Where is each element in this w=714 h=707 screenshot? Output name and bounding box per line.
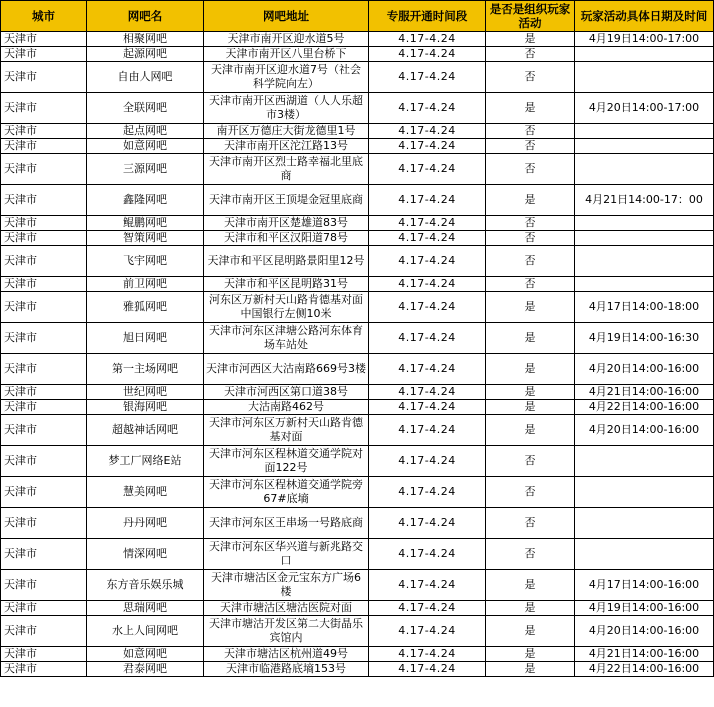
cell-name: 前卫网吧: [87, 277, 204, 292]
cell-period: 4.17-4.24: [369, 477, 486, 508]
cell-city: 天津市: [1, 616, 87, 647]
cell-organized: 否: [486, 216, 575, 231]
cell-city: 天津市: [1, 93, 87, 124]
cell-name: 如意网吧: [87, 647, 204, 662]
cell-city: 天津市: [1, 601, 87, 616]
table-row: [1, 508, 714, 539]
cell-period: 4.17-4.24: [369, 570, 486, 601]
cell-address: 天津市南开区迎水道7号（社会科学院向左）: [204, 62, 369, 93]
table-row: [1, 185, 714, 216]
table-row: [1, 323, 714, 354]
cell-city: 天津市: [1, 32, 87, 47]
cell-address: 天津市河东区程林道交通学院旁67#底墒: [204, 477, 369, 508]
cell-event: [575, 231, 714, 246]
cell-name: 丹丹网吧: [87, 508, 204, 539]
cell-event: 4月22日14:00-16:00: [575, 662, 714, 677]
cell-event: [575, 154, 714, 185]
cell-period: 4.17-4.24: [369, 446, 486, 477]
cell-period: 4.17-4.24: [369, 616, 486, 647]
cell-address: 天津市南开区迎水道5号: [204, 32, 369, 47]
cell-event: [575, 47, 714, 62]
cell-organized: 否: [486, 154, 575, 185]
cell-period: 4.17-4.24: [369, 216, 486, 231]
cell-event: 4月21日14:00-17：00: [575, 185, 714, 216]
cell-address: 天津市河东区华兴道与新兆路交口: [204, 539, 369, 570]
cell-name: 飞宇网吧: [87, 246, 204, 277]
cell-city: 天津市: [1, 62, 87, 93]
cell-period: 4.17-4.24: [369, 93, 486, 124]
cell-city: 天津市: [1, 323, 87, 354]
table-row: [1, 539, 714, 570]
cell-city: 天津市: [1, 216, 87, 231]
cell-city: 天津市: [1, 446, 87, 477]
cell-event: 4月22日14:00-16:00: [575, 400, 714, 415]
cell-address: 天津市南开区八里台桥下: [204, 47, 369, 62]
table-row: [1, 616, 714, 647]
cell-event: 4月20日14:00-17:00: [575, 93, 714, 124]
cell-city: 天津市: [1, 277, 87, 292]
header-name: 网吧名: [87, 1, 204, 32]
cell-city: 天津市: [1, 154, 87, 185]
cell-event: [575, 477, 714, 508]
cell-event: [575, 508, 714, 539]
cell-event: 4月17日14:00-18:00: [575, 292, 714, 323]
cell-event: 4月20日14:00-16:00: [575, 415, 714, 446]
cell-city: 天津市: [1, 385, 87, 400]
cell-city: 天津市: [1, 47, 87, 62]
cell-organized: 否: [486, 231, 575, 246]
cell-address: 天津市和平区昆明路景阳里12号: [204, 246, 369, 277]
table-row: [1, 124, 714, 139]
cell-name: 如意网吧: [87, 139, 204, 154]
cell-address: 天津市南开区沱江路13号: [204, 139, 369, 154]
cell-organized: 否: [486, 124, 575, 139]
cell-address: 天津市塘沽区塘沽医院对面: [204, 601, 369, 616]
cell-address: 天津市河西区大沽南路669号3楼: [204, 354, 369, 385]
cell-city: 天津市: [1, 246, 87, 277]
cell-organized: 是: [486, 292, 575, 323]
cell-name: 鑫隆网吧: [87, 185, 204, 216]
cell-organized: 是: [486, 385, 575, 400]
cell-address: 天津市河东区王串场一号路底商: [204, 508, 369, 539]
cell-period: 4.17-4.24: [369, 539, 486, 570]
cell-address: 天津市和平区汉阳道78号: [204, 231, 369, 246]
cell-name: 三源网吧: [87, 154, 204, 185]
cell-name: 梦工厂网络E站: [87, 446, 204, 477]
cell-city: 天津市: [1, 124, 87, 139]
cell-name: 旭日网吧: [87, 323, 204, 354]
cell-organized: 否: [486, 508, 575, 539]
cell-period: 4.17-4.24: [369, 385, 486, 400]
cell-organized: 是: [486, 570, 575, 601]
cell-period: 4.17-4.24: [369, 354, 486, 385]
cell-name: 慧美网吧: [87, 477, 204, 508]
cell-address: 南开区万德庄大街龙德里1号: [204, 124, 369, 139]
header-period: 专服开通时间段: [369, 1, 486, 32]
cell-name: 雅狐网吧: [87, 292, 204, 323]
table-row: [1, 47, 714, 62]
cell-period: 4.17-4.24: [369, 601, 486, 616]
cell-period: 4.17-4.24: [369, 277, 486, 292]
cell-event: 4月19日14:00-16:00: [575, 601, 714, 616]
cell-organized: 是: [486, 185, 575, 216]
cell-name: 水上人间网吧: [87, 616, 204, 647]
table-row: [1, 477, 714, 508]
cell-name: 智策网吧: [87, 231, 204, 246]
cell-period: 4.17-4.24: [369, 154, 486, 185]
cell-event: 4月19日14:00-16:30: [575, 323, 714, 354]
cell-period: 4.17-4.24: [369, 400, 486, 415]
cell-period: 4.17-4.24: [369, 662, 486, 677]
cell-period: 4.17-4.24: [369, 185, 486, 216]
cell-event: [575, 539, 714, 570]
table-row: [1, 32, 714, 47]
table-row: [1, 292, 714, 323]
cell-event: [575, 446, 714, 477]
table-row: [1, 354, 714, 385]
table-row: [1, 246, 714, 277]
table-row: [1, 231, 714, 246]
table-row: [1, 662, 714, 677]
cell-event: [575, 277, 714, 292]
cell-name: 起源网吧: [87, 47, 204, 62]
cell-name: 自由人网吧: [87, 62, 204, 93]
cell-address: 天津市临港路底墒153号: [204, 662, 369, 677]
cell-period: 4.17-4.24: [369, 139, 486, 154]
table-row: [1, 216, 714, 231]
cell-event: 4月20日14:00-16:00: [575, 354, 714, 385]
cell-address: 天津市河东区程林道交通学院对面122号: [204, 446, 369, 477]
table-row: [1, 93, 714, 124]
cell-event: 4月21日14:00-16:00: [575, 385, 714, 400]
table-row: [1, 62, 714, 93]
cell-address: 天津市塘沽区金元宝东方广场6楼: [204, 570, 369, 601]
cell-city: 天津市: [1, 477, 87, 508]
table-row: [1, 277, 714, 292]
cell-period: 4.17-4.24: [369, 415, 486, 446]
cell-city: 天津市: [1, 292, 87, 323]
cell-organized: 否: [486, 477, 575, 508]
cell-event: [575, 139, 714, 154]
cell-name: 第一主场网吧: [87, 354, 204, 385]
cell-name: 银海网吧: [87, 400, 204, 415]
cell-period: 4.17-4.24: [369, 124, 486, 139]
cell-organized: 否: [486, 47, 575, 62]
cell-organized: 否: [486, 246, 575, 277]
cell-city: 天津市: [1, 400, 87, 415]
cell-period: 4.17-4.24: [369, 323, 486, 354]
header-address: 网吧地址: [204, 1, 369, 32]
cell-organized: 否: [486, 139, 575, 154]
cell-address: 天津市塘沽区杭州道49号: [204, 647, 369, 662]
cell-period: 4.17-4.24: [369, 647, 486, 662]
cell-name: 超越神话网吧: [87, 415, 204, 446]
cell-city: 天津市: [1, 231, 87, 246]
cell-organized: 是: [486, 400, 575, 415]
cell-address: 天津市南开区烈士路幸福北里底商: [204, 154, 369, 185]
cell-address: 天津市河东区津塘公路河东体育场车站处: [204, 323, 369, 354]
cell-city: 天津市: [1, 139, 87, 154]
cell-name: 东方音乐娱乐城: [87, 570, 204, 601]
table-row: [1, 570, 714, 601]
header-organized: 是否是组织玩家活动: [486, 1, 575, 32]
cell-city: 天津市: [1, 354, 87, 385]
table-row: [1, 154, 714, 185]
cell-event: 4月20日14:00-16:00: [575, 616, 714, 647]
cell-organized: 否: [486, 277, 575, 292]
cell-name: 全联网吧: [87, 93, 204, 124]
cell-address: 河东区万新村天山路肯德基对面中国银行左侧10米: [204, 292, 369, 323]
cell-organized: 是: [486, 601, 575, 616]
cell-organized: 否: [486, 62, 575, 93]
cell-period: 4.17-4.24: [369, 231, 486, 246]
cell-address: 天津市河西区第口道38号: [204, 385, 369, 400]
cell-name: 君泰网吧: [87, 662, 204, 677]
table-row: [1, 647, 714, 662]
cell-event: [575, 216, 714, 231]
table-body: [1, 32, 714, 677]
cell-period: 4.17-4.24: [369, 292, 486, 323]
table-row: [1, 400, 714, 415]
cell-address: 天津市南开区西湖道（人人乐超市3楼）: [204, 93, 369, 124]
cell-name: 鲲鹏网吧: [87, 216, 204, 231]
cell-period: 4.17-4.24: [369, 508, 486, 539]
cell-organized: 是: [486, 32, 575, 47]
cell-name: 思瑞网吧: [87, 601, 204, 616]
cell-city: 天津市: [1, 662, 87, 677]
cell-name: 起点网吧: [87, 124, 204, 139]
cell-event: 4月19日14:00-17:00: [575, 32, 714, 47]
cell-city: 天津市: [1, 539, 87, 570]
cell-name: 世纪网吧: [87, 385, 204, 400]
cell-organized: 是: [486, 323, 575, 354]
cell-organized: 是: [486, 354, 575, 385]
header-city: 城市: [1, 1, 87, 32]
cell-city: 天津市: [1, 185, 87, 216]
cell-event: [575, 62, 714, 93]
cell-city: 天津市: [1, 508, 87, 539]
cell-name: 相聚网吧: [87, 32, 204, 47]
cell-city: 天津市: [1, 570, 87, 601]
table-row: [1, 415, 714, 446]
cell-period: 4.17-4.24: [369, 62, 486, 93]
table-row: [1, 385, 714, 400]
cell-event: 4月17日14:00-16:00: [575, 570, 714, 601]
cell-address: 天津市和平区昆明路31号: [204, 277, 369, 292]
table-row: [1, 446, 714, 477]
cell-period: 4.17-4.24: [369, 32, 486, 47]
cell-organized: 是: [486, 647, 575, 662]
cell-organized: 是: [486, 415, 575, 446]
cell-event: 4月21日14:00-16:00: [575, 647, 714, 662]
header-row: [1, 1, 714, 32]
cell-period: 4.17-4.24: [369, 47, 486, 62]
table-row: [1, 139, 714, 154]
cell-event: [575, 124, 714, 139]
cell-organized: 是: [486, 662, 575, 677]
cell-organized: 否: [486, 446, 575, 477]
cell-name: 情深网吧: [87, 539, 204, 570]
cell-organized: 是: [486, 616, 575, 647]
cell-organized: 是: [486, 93, 575, 124]
header-event: 玩家活动具体日期及时间: [575, 1, 714, 32]
cell-organized: 否: [486, 539, 575, 570]
cell-period: 4.17-4.24: [369, 246, 486, 277]
cell-address: 天津市塘沽开发区第二大街晶乐宾馆内: [204, 616, 369, 647]
cell-city: 天津市: [1, 415, 87, 446]
cell-address: 大沽南路462号: [204, 400, 369, 415]
cell-address: 天津市南开区王顶堤金冠里底商: [204, 185, 369, 216]
cell-city: 天津市: [1, 647, 87, 662]
cell-address: 天津市河东区万新村天山路肯德基对面: [204, 415, 369, 446]
cell-address: 天津市南开区楚雄道83号: [204, 216, 369, 231]
cell-event: [575, 246, 714, 277]
table-row: [1, 601, 714, 616]
